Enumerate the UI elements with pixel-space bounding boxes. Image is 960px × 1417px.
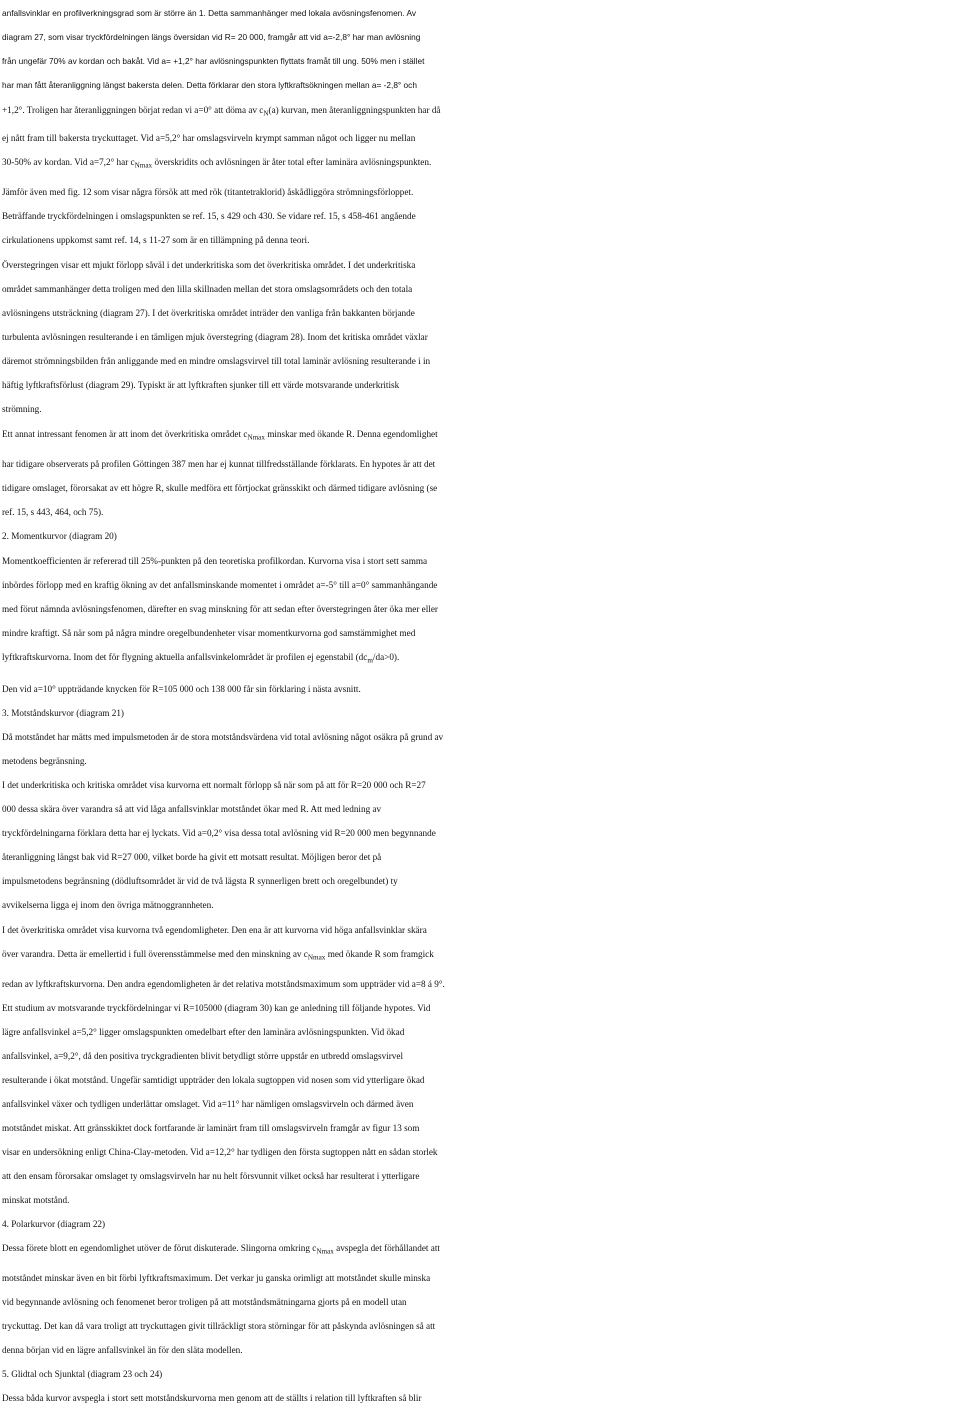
text-line [2,701,960,725]
text-line [2,749,960,773]
text-line [2,373,960,397]
text-line [2,1068,960,1092]
text-line [2,996,960,1020]
text-run: vid begynnande avlösning och fenomenet beror troligen på att motståndsmätningarna gjorts på en modell utan [2,1297,407,1307]
text-run: strömning. [2,404,42,414]
text-run: I det underkritiska och kritiska området visa kurvorna ett normalt förlopp så när som på att för R=20 000 och R=27 [2,780,426,790]
text-run: anfallsvinkel, a=9,2°, då den positiva tryckgradienten blivit betydligt större uppstår en utbredd omslagsvirvel [2,1051,404,1061]
text-run: har tidigare observerats på profilen Göttingen 387 men har ej kunnat tillfredsställande förklarats. En hypotes är att det [2,459,436,469]
text-run: Beträffande tryckfördelningen i omslagspunkten se ref. 15, s 429 och 430. Se vidare ref. 15, s 458-461 angående [2,211,416,221]
text-run: 4. Polarkurvor (diagram 22) [2,1219,106,1229]
text-line [2,325,960,349]
text-line [2,277,960,301]
text-run: från ungefär 70% av kordan och bakåt. Vid a= +1,2° har avlösningspunkten flyttats framåt till ung. 50% men i stället [2,56,425,66]
text-run: motståndet minskar även en bit förbi lyftkraftsmaximum. Det verkar ju ganska orimligt att motståndet skulle minska [2,1273,431,1283]
text-run: redan av lyftkraftskurvorna. Den andra egendomligheten är det relativa motståndsmaximum som uppträder vid a=8 á 9°. [2,979,445,989]
text-line [2,972,960,996]
text-line [2,621,960,645]
text-line [2,597,960,621]
text-run: lägre anfallsvinkel a=5,2° ligger omslagspunkten omedelbart efter den laminära avlösningspunkten. Vid ökad [2,1027,405,1037]
text-run: avlösningens utsträckning (diagram 27). I det överkritiska området inträder den vanliga från bakkanten börjande [2,308,415,318]
text-run: att den ensam förorsakar omslaget ty omslagsvirveln har nu helt försvunnit vilket också har resulterat i ytterligare [2,1171,420,1181]
text-line [2,301,960,325]
text-line [2,49,960,73]
text-run: tidigare omslaget, förorsakat av ett högre R, skulle medföra ett förtjockat gränsskikt och därmed tidigare avlösning (se [2,483,438,493]
text-run: diagram 27, som visar tryckfördelningen längs översidan vid R= 20 000, framgår att vid a=-2,8° har man avlösning [2,32,421,42]
text-run: lyftkraftskurvorna. Inom det för flygning aktuella anfallsvinkelområdet är profilen ej egenstabil (dc [2,652,368,662]
text-line [2,73,960,97]
text-run: 30-50% av kordan. Vid a=7,2° har c [2,157,135,167]
text-line [2,1116,960,1140]
text-line [2,1212,960,1236]
text-run: mindre kraftigt. Så när som på några mindre oregelbundenheter visar momentkurvorna god samstämmighet med [2,628,416,638]
subscript: Nmax [247,433,265,442]
text-line [2,253,960,277]
text-line [2,1140,960,1164]
text-run: resulterande i ökat motstånd. Ungefär samtidigt uppträder den lokala sugtoppen vid nosen som vid ytterligare ökad [2,1075,425,1085]
text-line [2,845,960,869]
text-run: Den vid a=10° uppträdande knycken för R=105 000 och 138 000 får sin förklaring i nästa avsnitt. [2,684,361,694]
text-line [2,573,960,597]
text-line [2,918,960,942]
text-line [2,1314,960,1338]
subscript: N [263,109,269,118]
text-run: avspegla det förhållandet att [333,1243,440,1253]
text-run: +1,2°. Troligen har återanliggningen börjat redan vi a=0° att döma av c [2,105,264,115]
text-run: visar en undersökning enligt China-Clay-metoden. Vid a=12,2° har tydligen den första sugtoppen nått en sådan storlek [2,1147,438,1157]
text-line [2,1188,960,1212]
text-run: cirkulationens uppkomst samt ref. 14, s 11-27 som är en tillämpning på denna teori. [2,235,310,245]
subscript: Nmax [307,953,326,962]
text-line [2,150,960,174]
text-run: med förut nämnda avlösningsfenomen, därefter en svag minskning för att sedan efter överstegringen åter öka mer eller [2,604,438,614]
text-run: Dessa förete blott en egendomlighet utöver de förut diskuterade. Slingorna omkring c [2,1243,317,1253]
text-run: 5. Glidtal och Sjunktal (diagram 23 och 24) [2,1369,163,1379]
text-run: avvikelserna ligga ej inom den övriga mätnoggrannheten. [2,900,214,910]
text-run: metodens begränsning. [2,756,87,766]
text-run: återanliggning längst bak vid R=27 000, vilket borde ha givit ett motsatt resultat. Möjligen beror det på [2,852,382,862]
text-run: Momentkoefficienten är refererad till 25%-punkten på den teoretiska profilkordan. Kurvorna visa i stort sett samma [2,556,428,566]
text-run: Dessa båda kurvor avspegla i stort sett motståndskurvorna men genom att de ställts i relation till lyftkraften så blir [2,1393,422,1403]
text-run: minskar med ökande R. Denna egendomlighet [264,429,438,439]
text-line [2,1236,960,1260]
text-run: ref. 15, s 443, 464, och 75). [2,507,104,517]
text-line [2,476,960,500]
text-line [2,893,960,917]
text-line [2,869,960,893]
text-line [2,524,960,548]
text-line [2,1,960,25]
text-line [2,942,960,966]
text-line [2,821,960,845]
text-line [2,677,960,701]
text-line [2,1266,960,1290]
text-line [2,797,960,821]
text-run: över varandra. Detta är emellertid i full överensstämmelse med den minskning av c [2,949,308,959]
subscript: Nmax [316,1247,334,1256]
text-run: Ett annat intressant fenomen är att inom det överkritiska området c [2,429,248,439]
text-run: anfallsvinklar en profilverkningsgrad som är större än 1. Detta sammanhänger med lokala avösningsfenomen. Av [2,8,416,18]
text-line [2,180,960,204]
text-run: Överstegringen visar ett mjukt förlopp såväl i det underkritiska som det överkritiska området. I det underkritiska [2,260,416,270]
text-run: Då motståndet har mätts med impulsmetoden är de stora motståndsvärdena vid total avlösning något osäkra på grund av [2,732,444,742]
text-run: denna början vid en lägre anfallsvinkel än för den släta modellen. [2,1345,243,1355]
text-line [2,1020,960,1044]
text-line [2,1290,960,1314]
text-line [2,25,960,49]
text-run: (a) kurvan, men återanliggningspunkten har då [268,105,441,115]
text-line [2,1164,960,1188]
text-line [2,1338,960,1362]
text-line [2,1044,960,1068]
text-run: överskridits och avlösningen är åter total efter laminära avlösningspunkten. [152,157,432,167]
text-run: ej nått fram till bakersta tryckuttaget. Vid a=5,2° har omslagsvirveln krympt samman något och ligger nu mellan [2,133,416,143]
text-run: anfallsvinkel växer och tydligen underlättar omslaget. Vid a=11° har nämligen omslagsvirveln och därmed även [2,1099,414,1109]
text-line [2,228,960,252]
text-line [2,500,960,524]
text-line [2,1362,960,1386]
text-run: har man fått återanliggning längst bakersta delen. Detta förklarar den stora lyftkraftsökningen mellan a= -2,8° och [2,80,417,90]
text-run: området sammanhänger detta troligen med den lilla skillnaden mellan det stora omslagsområdets och den totala [2,284,413,294]
text-run: häftig lyftkraftsförlust (diagram 29). Typiskt är att lyftkraften sjunker till ett värde motsvarande underkritisk [2,380,400,390]
text-line [2,98,960,122]
subscript: Nmax [134,161,153,170]
text-run: däremot strömningsbilden från anliggande med en mindre omslagsvirvel till total laminär avlösning resulterande i in [2,356,431,366]
text-line [2,204,960,228]
text-run: 3. Motståndskurvor (diagram 21) [2,708,124,718]
text-run: med ökande R som framgick [325,949,434,959]
text-line [2,773,960,797]
text-run: 2. Momentkurvor (diagram 20) [2,531,117,541]
text-run: impulsmetodens begränsning (dödluftsområdet är vid de två lägsta R synnerligen brett och oregelbundet) ty [2,876,398,886]
text-line [2,1092,960,1116]
text-run: 000 dessa skära över varandra så att vid låga anfallsvinklar motståndet ökar med R. Att med ledning av [2,804,382,814]
text-line [2,645,960,669]
text-run: inbördes förlopp med en kraftig ökning av det anfallsminskande momentet i området a=-5° till a=0° sammanhängande [2,580,438,590]
text-line [2,397,960,421]
text-line [2,1386,960,1410]
text-line [2,725,960,749]
text-run: minskat motstånd. [2,1195,70,1205]
text-line [2,126,960,150]
text-run: turbulenta avlösningen resulterande i en tämligen mjuk överstegring (diagram 28). Inom det kritiska området växlar [2,332,428,342]
text-run: /da>0). [372,652,400,662]
text-run: Ett studium av motsvarande tryckfördelningar vi R=105000 (diagram 30) kan ge anledning till följande hypotes. Vid [2,1003,431,1013]
text-run: I det överkritiska området visa kurvorna två egendomligheter. Den ena är att kurvorna vid höga anfallsvinklar skära [2,925,427,935]
text-run: tryckfördelningarna förklara detta har ej lyckats. Vid a=0,2° visa dessa total avlösning vid R=20 000 men begynnande [2,828,436,838]
text-line [2,452,960,476]
text-line [2,422,960,446]
text-line [2,349,960,373]
text-run: tryckuttag. Det kan då vara troligt att tryckuttagen givit tillräckligt stora störningar för att påskynda avlösningen så att [2,1321,436,1331]
text-run: Jämför även med fig. 12 som visar några försök att med rök (titantetraklorid) åskådliggöra strömningsförloppet. [2,187,414,197]
text-line [2,549,960,573]
text-run: motståndet miskat. Att gränsskiktet dock fortfarande är laminärt fram till omslagsvirveln framgår av figur 13 som [2,1123,420,1133]
subscript: m [367,656,373,665]
